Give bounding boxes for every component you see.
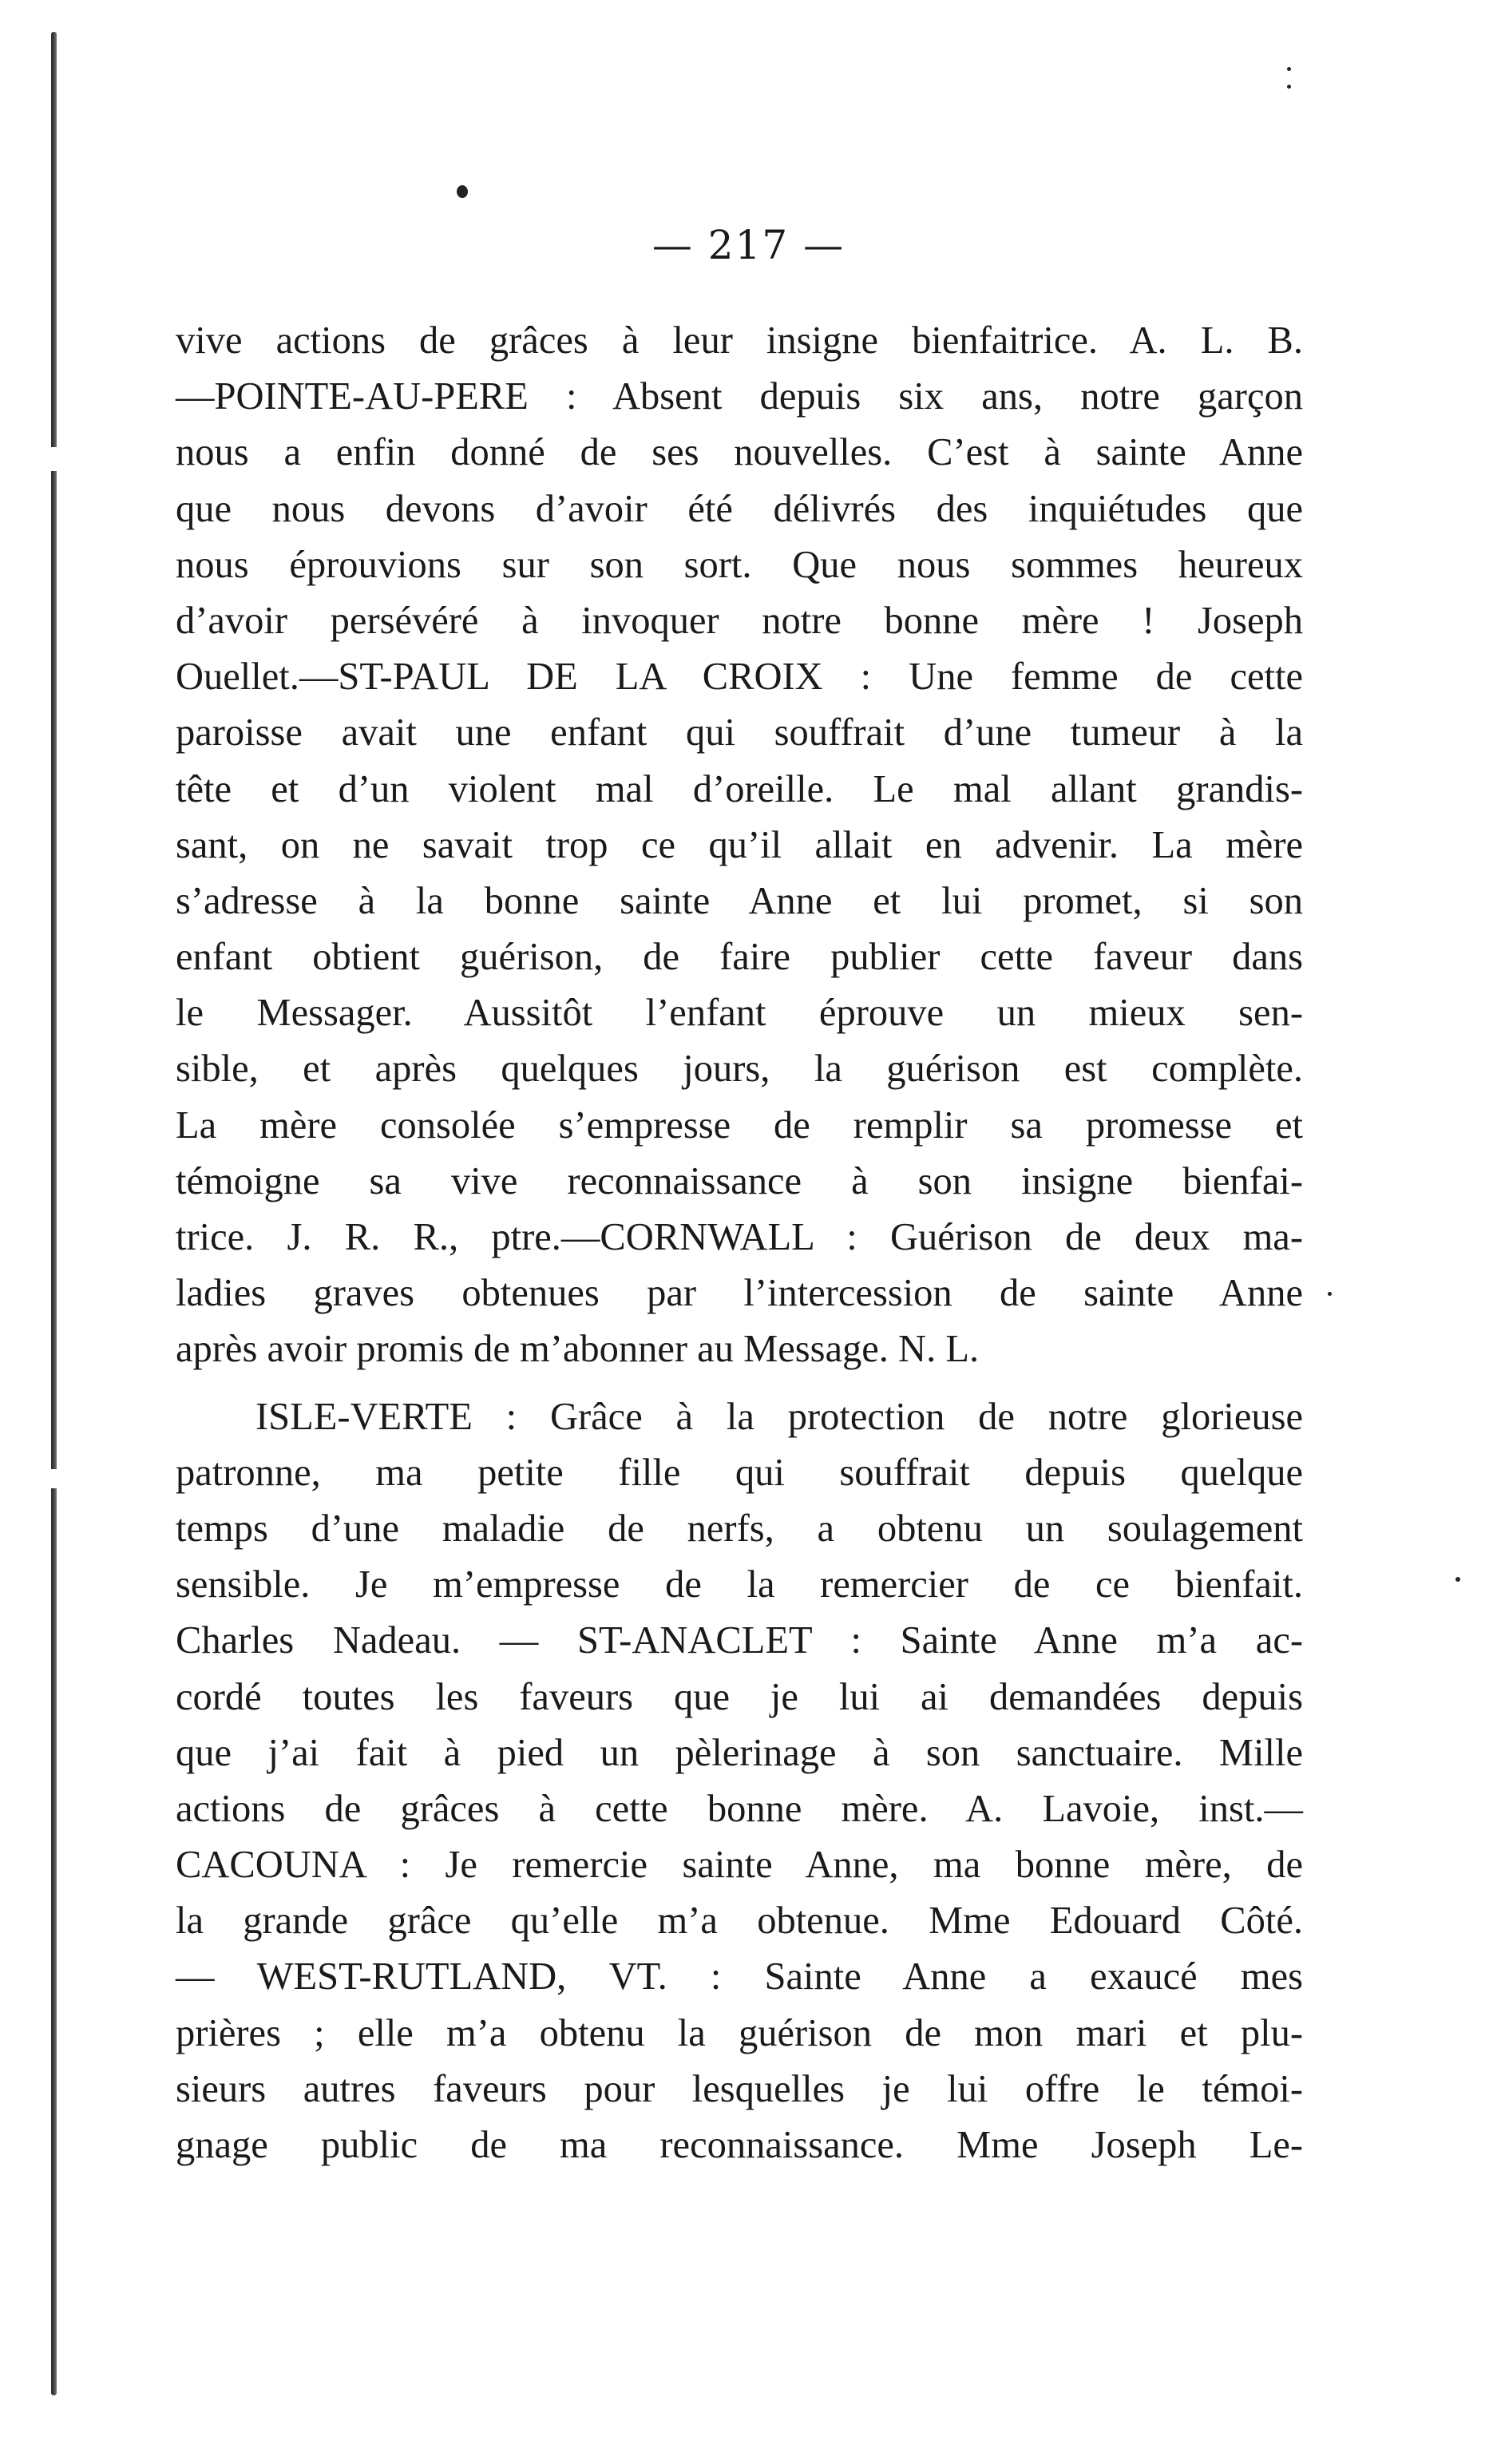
text-line: enfant obtient guérison, de faire publier cette faveur dans bbox=[176, 936, 1303, 979]
text-line: le Messager. Aussitôt l’enfant éprouve un mieux sen- bbox=[176, 992, 1303, 1035]
ink-speck bbox=[1328, 1292, 1332, 1296]
text-line: sant, on ne savait trop ce qu’il allait en advenir. La mère bbox=[176, 823, 1303, 866]
text-line: témoigne sa vive reconnaissance à son insigne bienfai- bbox=[176, 1159, 1303, 1202]
text-line: actions de grâces à cette bonne mère. A. Lavoie, inst.— bbox=[176, 1787, 1303, 1830]
text-line: s’adresse à la bonne sainte Anne et lui promet, si son bbox=[176, 879, 1303, 922]
body-text bbox=[176, 313, 1303, 2173]
text-line: cordé toutes les faveurs que je lui ai demandées depuis bbox=[176, 1675, 1303, 1718]
text-line: — WEST-RUTLAND, VT. : Sainte Anne a exaucé mes bbox=[176, 1955, 1303, 1999]
text-line: la grande grâce qu’elle m’a obtenue. Mme Edouard Côté. bbox=[176, 1899, 1303, 1943]
edge-gap bbox=[48, 447, 61, 471]
text-line: paroisse avait une enfant qui souffrait d’une tumeur à la bbox=[176, 711, 1303, 755]
text-line: nous éprouvions sur son sort. Que nous sommes heureux bbox=[176, 543, 1303, 586]
text-line: vive actions de grâces à leur insigne bienfaitrice. A. L. B. bbox=[176, 319, 1303, 362]
text-line: —POINTE-AU-PERE : Absent depuis six ans, notre garçon bbox=[176, 375, 1303, 418]
text-line: après avoir promis de m’abonner au Message. N. L. bbox=[176, 1328, 980, 1371]
text-line: ISLE-VERTE : Grâce à la protection de notre glorieuse bbox=[255, 1395, 1303, 1438]
ink-speck bbox=[1455, 1577, 1460, 1582]
text-line: sible, et après quelques jours, la guérison est complète. bbox=[176, 1048, 1303, 1091]
ink-speck bbox=[1287, 67, 1291, 71]
text-line: prières ; elle m’a obtenu la guérison de mon mari et plu- bbox=[176, 2011, 1303, 2054]
edge-gap bbox=[48, 1469, 61, 1488]
text-line: Charles Nadeau. — ST-ANACLET : Sainte Anne m’a ac- bbox=[176, 1619, 1303, 1662]
page-number: — 217 — bbox=[651, 222, 846, 268]
text-line: que nous devons d’avoir été délivrés des inquiétudes que bbox=[176, 487, 1303, 530]
text-line: ladies graves obtenues par l’intercession de sainte Anne bbox=[176, 1272, 1303, 1315]
binding-edge bbox=[51, 32, 57, 2395]
ink-speck bbox=[457, 185, 468, 198]
text-line: que j’ai fait à pied un pèlerinage à son sanctuaire. Mille bbox=[176, 1731, 1303, 1774]
text-line: La mère consolée s’empresse de remplir sa promesse et bbox=[176, 1103, 1303, 1147]
text-line: sensible. Je m’empresse de la remercier de ce bienfait. bbox=[176, 1563, 1303, 1606]
text-line: d’avoir persévéré à invoquer notre bonne mère ! Joseph bbox=[176, 599, 1303, 642]
text-line: CACOUNA : Je remercie sainte Anne, ma bonne mère, de bbox=[176, 1844, 1303, 1887]
ink-speck bbox=[1287, 85, 1291, 89]
text-line: tête et d’un violent mal d’oreille. Le mal allant grandis- bbox=[176, 767, 1303, 810]
text-line: Ouellet.—ST-PAUL DE LA CROIX : Une femme de cette bbox=[176, 656, 1303, 699]
text-line: trice. J. R. R., ptre.—CORNWALL : Guérison de deux ma- bbox=[176, 1216, 1303, 1258]
text-line: nous a enfin donné de ses nouvelles. C’est à sainte Anne bbox=[176, 431, 1303, 474]
text-line: patronne, ma petite fille qui souffrait depuis quelque bbox=[176, 1451, 1303, 1494]
text-line: gnage public de ma reconnaissance. Mme Joseph Le- bbox=[176, 2124, 1303, 2166]
text-line: temps d’une maladie de nerfs, a obtenu un soulagement bbox=[176, 1507, 1303, 1550]
text-line: sieurs autres faveurs pour lesquelles je lui offre le témoi- bbox=[176, 2067, 1303, 2110]
